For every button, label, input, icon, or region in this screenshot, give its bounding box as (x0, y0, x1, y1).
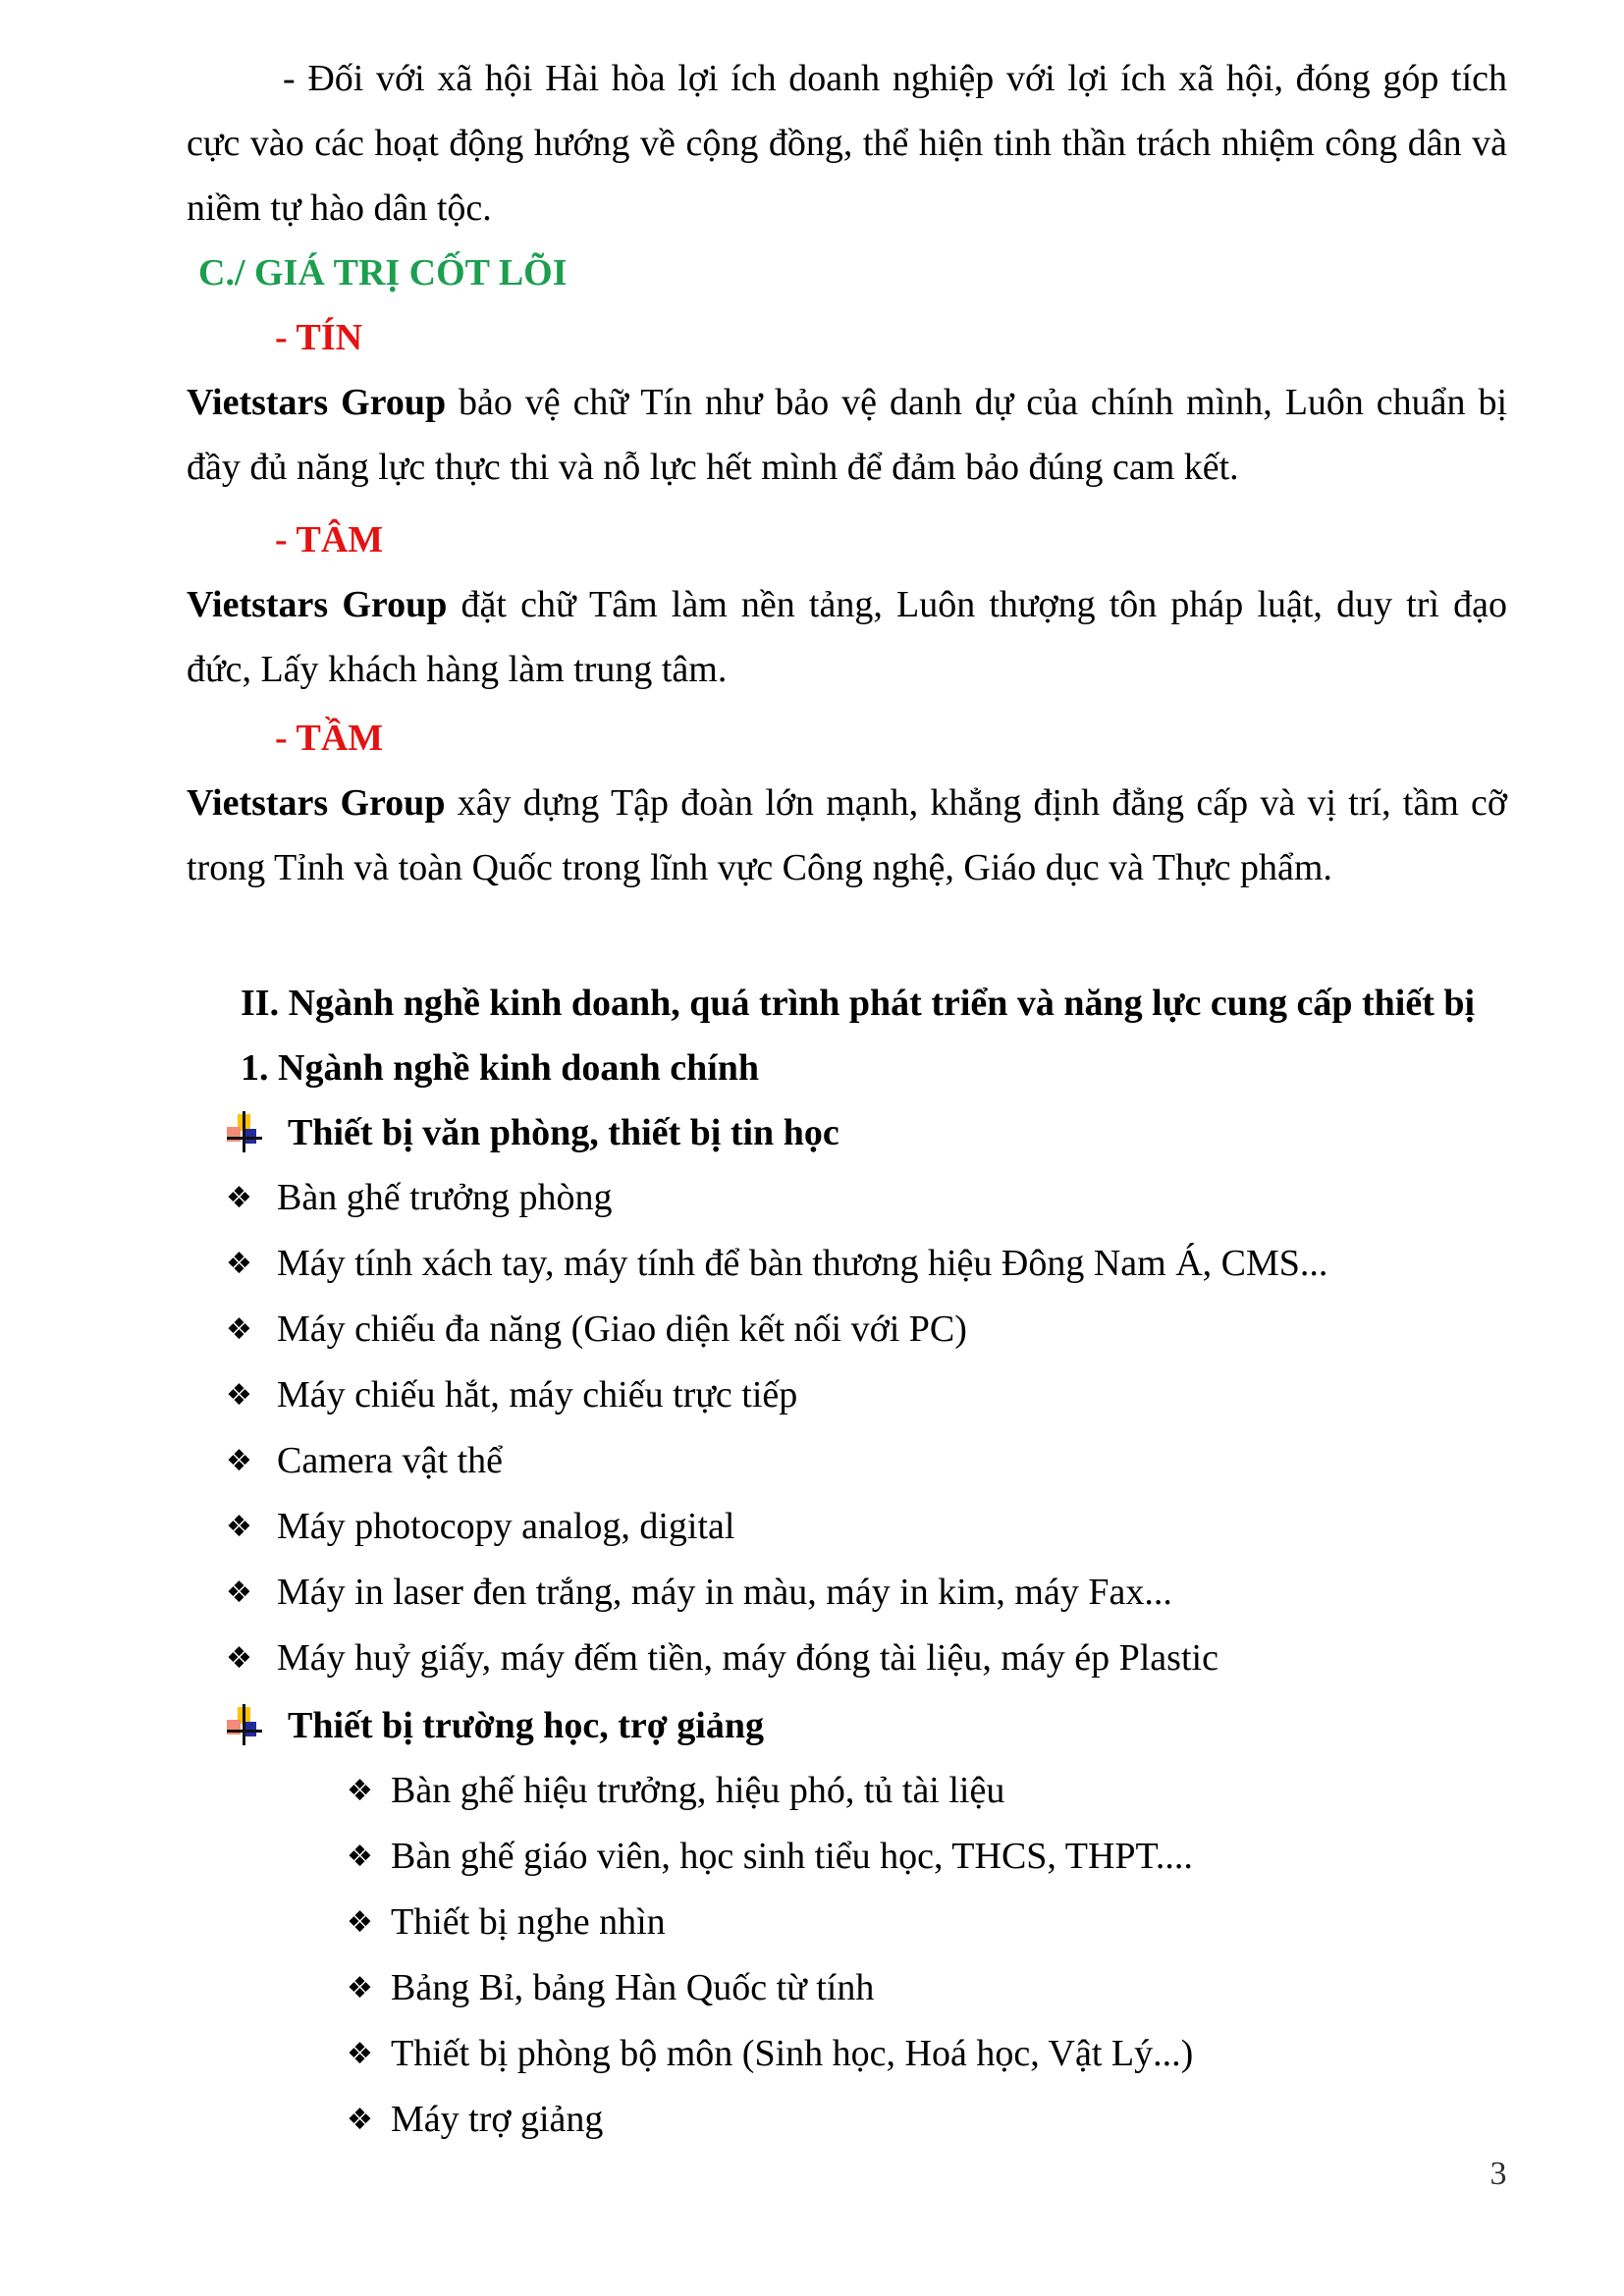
document-content (187, 46, 1507, 2153)
brand-name: Vietstars Group (187, 584, 448, 625)
school-equipment-list (187, 1758, 1507, 2153)
page-number: 3 (1489, 2156, 1507, 2192)
heading-school-equipment-label: Thiết bị trường học, trợ giảng (288, 1705, 765, 1746)
diamond-bullet-icon: ❖ (347, 1840, 373, 1874)
heading-subsection-1: 1. Ngành nghề kinh doanh chính (241, 1047, 760, 1089)
list-item (347, 1758, 1507, 1824)
diamond-bullet-icon: ❖ (347, 2103, 373, 2137)
heading-tam: - TÂM (275, 519, 384, 561)
paragraph-tam2-text: xây dựng Tập đoàn lớn mạnh, khẳng định đẳng cấp và vị trí, tầm cỡ trong Tỉnh và toàn Quốc trong lĩnh vực Công nghệ, Giáo dục và Thực phẩm. (187, 782, 1507, 888)
paragraph-tam (187, 572, 1507, 702)
list-item (226, 1165, 1507, 1231)
list-item-text: Máy photocopy analog, digital (277, 1506, 735, 1547)
list-item (347, 2021, 1507, 2087)
heading-section-2: II. Ngành nghề kinh doanh, quá trình phát triển và năng lực cung cấp thiết bị (241, 983, 1476, 1024)
list-item-text: Máy chiếu đa năng (Giao diện kết nối với PC) (277, 1308, 967, 1350)
list-item-text: Máy tính xách tay, máy tính để bàn thương hiệu Đông Nam Á, CMS... (277, 1243, 1328, 1284)
office-equipment-list (187, 1165, 1507, 1691)
diamond-bullet-icon: ❖ (226, 1378, 252, 1413)
list-item (226, 1297, 1507, 1362)
paragraph-tin (187, 370, 1507, 500)
diamond-bullet-icon: ❖ (347, 2037, 373, 2071)
heading-school-equipment (226, 1693, 1507, 1758)
heading-office-equipment (226, 1100, 1507, 1165)
diamond-bullet-icon: ❖ (226, 1575, 252, 1610)
list-item-text: Máy huỷ giấy, máy đếm tiền, máy đóng tài liệu, máy ép Plastic (277, 1637, 1218, 1679)
diamond-bullet-icon: ❖ (226, 1312, 252, 1347)
colored-flag-bullet-icon (226, 1111, 262, 1154)
list-item-text: Máy trợ giảng (391, 2099, 604, 2140)
colored-flag-bullet-icon (226, 1704, 262, 1747)
list-item (347, 1824, 1507, 1890)
list-item (226, 1626, 1507, 1691)
list-item (347, 1955, 1507, 2021)
diamond-bullet-icon: ❖ (347, 1774, 373, 1808)
diamond-bullet-icon: ❖ (226, 1444, 252, 1478)
heading-core-values: C./ GIÁ TRỊ CỐT LÕI (198, 252, 568, 294)
list-item (347, 1890, 1507, 1955)
list-item-text: Camera vật thể (277, 1440, 504, 1481)
brand-name: Vietstars Group (187, 382, 447, 423)
list-item-text: Thiết bị phòng bộ môn (Sinh học, Hoá học, Vật Lý...) (391, 2033, 1194, 2074)
list-item (347, 2087, 1507, 2153)
diamond-bullet-icon: ❖ (347, 1905, 373, 1940)
list-item (226, 1428, 1507, 1494)
list-item-text: Bàn ghế trưởng phòng (277, 1177, 613, 1218)
diamond-bullet-icon: ❖ (226, 1247, 252, 1281)
diamond-bullet-icon: ❖ (226, 1510, 252, 1544)
heading-tam2: - TẦM (275, 718, 384, 759)
brand-name: Vietstars Group (187, 782, 446, 824)
list-item (226, 1231, 1507, 1297)
list-item-text: Thiết bị nghe nhìn (391, 1901, 666, 1943)
paragraph-tin-text: bảo vệ chữ Tín như bảo vệ danh dự của chính mình, Luôn chuẩn bị đầy đủ năng lực thực thi và nỗ lực hết mình để đảm bảo đúng cam kết. (187, 382, 1508, 488)
list-item (226, 1560, 1507, 1626)
paragraph-social-responsibility: - Đối với xã hội Hài hòa lợi ích doanh nghiệp với lợi ích xã hội, đóng góp tích cực vào các hoạt động hướng về cộng đồng, thể hiện tinh thần trách nhiệm công dân và niềm tự hào dân tộc. (187, 58, 1507, 229)
paragraph-tam2 (187, 771, 1507, 900)
list-item (226, 1494, 1507, 1560)
heading-tin: - TÍN (275, 317, 363, 358)
heading-office-equipment-label: Thiết bị văn phòng, thiết bị tin học (288, 1112, 839, 1153)
list-item (226, 1362, 1507, 1428)
list-item-text: Bàn ghế giáo viên, học sinh tiểu học, THCS, THPT.... (391, 1836, 1193, 1877)
diamond-bullet-icon: ❖ (226, 1641, 252, 1676)
list-item-text: Bàn ghế hiệu trưởng, hiệu phó, tủ tài liệu (391, 1770, 1005, 1811)
list-item-text: Máy chiếu hắt, máy chiếu trực tiếp (277, 1374, 798, 1415)
list-item-text: Bảng Bỉ, bảng Hàn Quốc từ tính (391, 1967, 875, 2008)
diamond-bullet-icon: ❖ (347, 1971, 373, 2005)
diamond-bullet-icon: ❖ (226, 1181, 252, 1215)
paragraph-tam-text: đặt chữ Tâm làm nền tảng, Luôn thượng tôn pháp luật, duy trì đạo đức, Lấy khách hàng làm trung tâm. (187, 584, 1507, 690)
list-item-text: Máy in laser đen trắng, máy in màu, máy in kim, máy Fax... (277, 1572, 1172, 1613)
